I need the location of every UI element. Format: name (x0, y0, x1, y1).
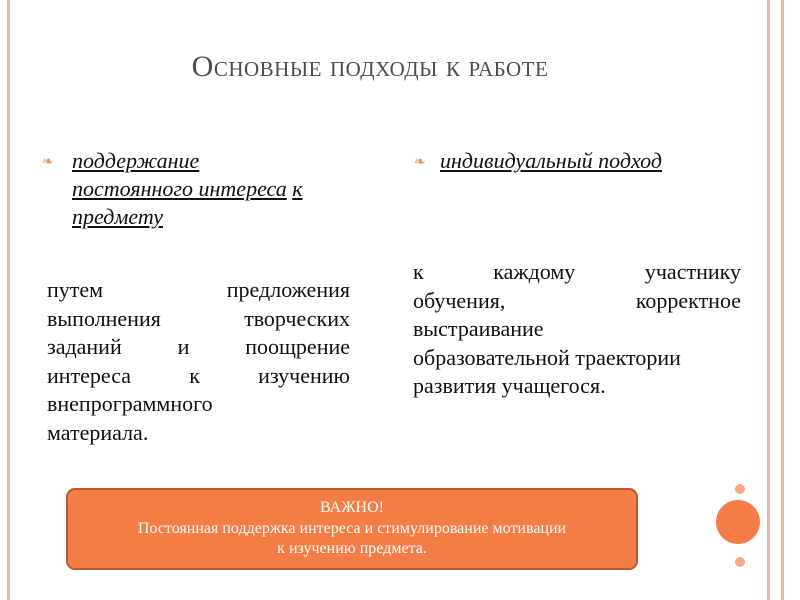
right-heading (440, 147, 662, 175)
frame-line-left (7, 0, 10, 600)
right-body-line: выстраивание (413, 316, 544, 341)
right-bullet-icon: ❧ (414, 155, 426, 170)
right-body (413, 258, 741, 401)
left-body-line: заданий и поощрение (47, 334, 350, 359)
decor-dot-large (716, 500, 760, 544)
left-body-line: интереса к изучению (47, 362, 350, 388)
right-body-line: развития учащегося. (413, 373, 606, 398)
callout-text-line1: Постоянная поддержка интереса и стимулирование мотивации (137, 519, 567, 537)
frame-line-right-inner (781, 0, 784, 600)
left-bullet-icon: ❧ (42, 155, 54, 170)
left-body-line: выполнения творческих (47, 305, 350, 331)
frame-line-right-outer (767, 0, 770, 600)
right-heading-text: индивидуальный подход (440, 148, 663, 173)
left-heading-line2b: к (292, 176, 303, 201)
decor-dot-bottom (735, 557, 745, 567)
left-heading (72, 147, 303, 231)
slide-title: Основные подходы к работе (191, 50, 549, 83)
important-callout (66, 488, 638, 570)
callout-text-line2: к изучению предмета. (277, 540, 427, 557)
left-heading-line2a: постоянного интереса (72, 176, 287, 201)
left-heading-line1: поддержание (72, 148, 200, 173)
right-body-line: образовательной траектории (413, 344, 681, 370)
left-body-line: материала. (47, 419, 149, 445)
right-body-line: к каждому участнику (413, 259, 741, 284)
left-body-line: путем предложения (47, 277, 350, 302)
decor-dot-top (735, 484, 745, 494)
right-body-line: обучения, корректное (413, 287, 741, 313)
left-body-line: внепрограммного (47, 391, 213, 416)
left-body (47, 276, 350, 447)
left-heading-line3: предмету (72, 204, 163, 229)
callout-heading: ВАЖНО! (320, 499, 384, 516)
